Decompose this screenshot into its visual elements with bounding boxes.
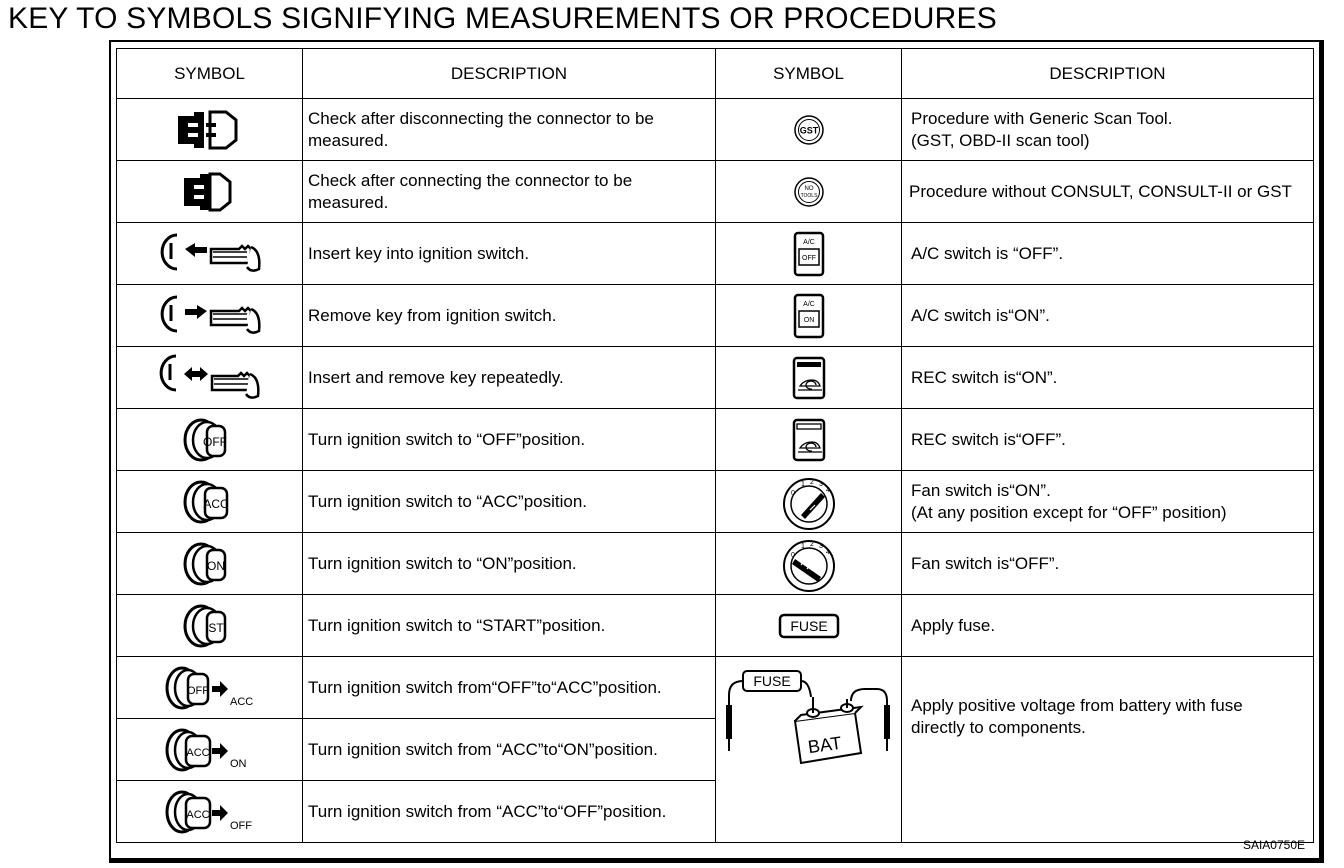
- page-title: KEY TO SYMBOLS SIGNIFYING MEASUREMENTS OR PROCEDURES: [8, 2, 997, 35]
- ac-state-label: ON: [803, 316, 814, 324]
- battery-label: BAT: [806, 732, 843, 758]
- ac-label: A/C: [802, 300, 815, 308]
- no-tools-label-bottom: TOOLS: [800, 192, 817, 199]
- fan-position-label: 4: [825, 486, 830, 494]
- symbol-header-right: SYMBOL: [716, 49, 902, 99]
- description-cell: Check after connecting the connector to be measured.: [303, 161, 716, 223]
- ignition-label: ACC: [202, 496, 229, 511]
- gst-label: GST: [799, 125, 818, 135]
- ignition-label: ST: [207, 620, 224, 635]
- rec-on-icon: [792, 356, 826, 400]
- rec-off-icon: [792, 418, 826, 462]
- description-cell: Insert key into ignition switch.: [303, 223, 716, 285]
- ac-label: A/C: [802, 238, 815, 246]
- fan-position-label: 0: [790, 551, 795, 559]
- ignition-acc-icon: [175, 474, 245, 530]
- table-row: [117, 657, 1314, 719]
- figure-code: SAIA0750E: [1242, 838, 1305, 852]
- connector-disconnected-icon: [170, 106, 250, 154]
- description-cell: Fan switch is“OFF”.: [902, 533, 1314, 595]
- description-header-right: DESCRIPTION: [902, 49, 1314, 99]
- table-row: [117, 595, 1314, 657]
- table-row: [117, 471, 1314, 533]
- table-row: [117, 409, 1314, 471]
- no-tools-label-top: NO: [804, 185, 813, 192]
- table-row: [117, 161, 1314, 223]
- ignition-acc-to-on-icon: [162, 722, 258, 778]
- description-cell: Remove key from ignition switch.: [303, 285, 716, 347]
- symbols-table: [116, 48, 1314, 843]
- description-line: Procedure with Generic Scan Tool.: [911, 108, 1173, 128]
- connector-connected-icon: [170, 168, 250, 216]
- fan-position-label: 0: [790, 489, 795, 497]
- fan-position-label: 2: [809, 540, 814, 548]
- fan-on-icon: [779, 473, 839, 531]
- description-cell: Apply fuse.: [902, 595, 1314, 657]
- description-cell: Turn ignition switch from“OFF”to“ACC”position.: [303, 657, 716, 719]
- ignition-target-label: ON: [229, 757, 246, 770]
- ignition-target-label: ACC: [229, 695, 253, 708]
- ignition-label: ACC: [185, 746, 210, 759]
- key-insert-remove-icon: [154, 350, 266, 406]
- ignition-target-label: OFF: [229, 819, 252, 832]
- description-cell: Turn ignition switch to “ON”position.: [303, 533, 716, 595]
- table-row: [117, 285, 1314, 347]
- table-row: [117, 99, 1314, 161]
- gst-icon: [792, 113, 826, 147]
- ac-off-icon: [793, 231, 825, 277]
- fan-position-label: 1: [800, 480, 805, 488]
- ignition-acc-to-off-icon: [162, 784, 258, 840]
- description-cell: Turn ignition switch to “START”position.: [303, 595, 716, 657]
- fuse-label: FUSE: [789, 617, 828, 634]
- key-remove-icon: [155, 291, 265, 341]
- fan-position-label: 2: [809, 478, 814, 486]
- description-cell: Turn ignition switch to “OFF”position.: [303, 409, 716, 471]
- ignition-label: ACC: [185, 808, 210, 821]
- description-line: Apply positive voltage from battery with fuse: [911, 696, 1243, 715]
- fan-position-label: 3: [818, 542, 823, 550]
- battery-fuse-label: FUSE: [752, 673, 791, 689]
- fan-position-label: 3: [818, 480, 823, 488]
- description-cell: Turn ignition switch from “ACC”to“OFF”position.: [303, 781, 716, 843]
- ignition-label: OFF: [186, 684, 209, 697]
- description-cell: Insert and remove key repeatedly.: [303, 347, 716, 409]
- ignition-st-icon: [175, 598, 245, 654]
- description-line: directly to components.: [911, 718, 1086, 737]
- description-cell: A/C switch is “OFF”.: [902, 223, 1314, 285]
- description-cell: REC switch is“ON”.: [902, 347, 1314, 409]
- fan-off-icon: [779, 535, 839, 593]
- description-cell: Turn ignition switch from “ACC”to“ON”position.: [303, 719, 716, 781]
- table-row: [117, 347, 1314, 409]
- ignition-label: OFF: [202, 434, 227, 449]
- ac-on-icon: [793, 293, 825, 339]
- table-row: [117, 223, 1314, 285]
- fan-position-label: 1: [800, 542, 805, 550]
- no-tools-icon: [792, 175, 826, 209]
- symbol-header-left: SYMBOL: [117, 49, 303, 99]
- battery-fuse-icon: [717, 667, 901, 779]
- ignition-label: ON: [206, 558, 225, 573]
- description-cell: Turn ignition switch to “ACC”position.: [303, 471, 716, 533]
- header-row: [117, 49, 1314, 99]
- description-cell: A/C switch is“ON”.: [902, 285, 1314, 347]
- description-cell: Check after disconnecting the connector to be measured.: [303, 99, 716, 161]
- ac-state-label: OFF: [801, 254, 816, 262]
- description-line: Fan switch is“ON”.: [911, 480, 1051, 500]
- description-cell: Procedure without CONSULT, CONSULT-II or GST: [902, 161, 1314, 223]
- description-line: (GST, OBD-II scan tool): [911, 130, 1090, 150]
- ignition-on-icon: [175, 536, 245, 592]
- table-row: [117, 533, 1314, 595]
- ignition-off-to-acc-icon: [162, 660, 258, 716]
- description-cell: REC switch is“OFF”.: [902, 409, 1314, 471]
- fan-position-label: 4: [825, 548, 830, 556]
- description-line: (At any position except for “OFF” position): [911, 502, 1227, 522]
- ignition-off-icon: [175, 412, 245, 468]
- symbols-table-frame: [109, 40, 1324, 863]
- fuse-icon: [777, 611, 841, 641]
- description-header-left: DESCRIPTION: [303, 49, 716, 99]
- key-insert-icon: [155, 229, 265, 279]
